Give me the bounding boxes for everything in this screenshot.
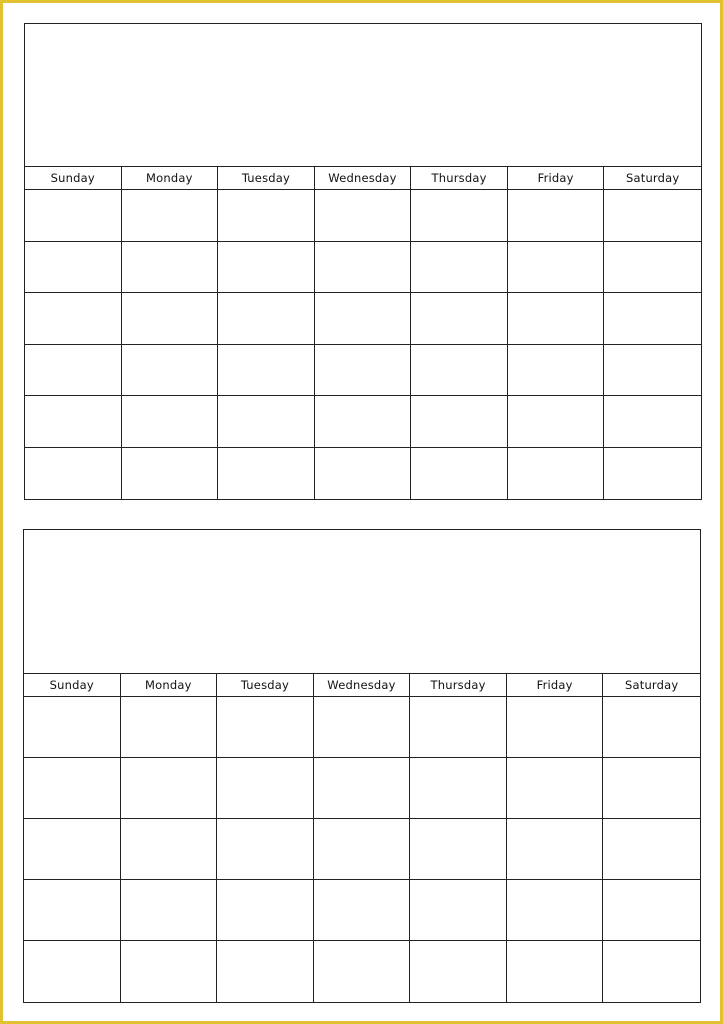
day-cell [217, 941, 314, 1002]
day-cell [507, 880, 604, 941]
day-cell [604, 293, 701, 345]
day-cell [25, 242, 122, 294]
weekday-thursday: Thursday [411, 167, 508, 189]
day-cell [121, 941, 218, 1002]
day-cell [604, 396, 701, 448]
weekday-tuesday: Tuesday [218, 167, 315, 189]
day-cell [410, 941, 507, 1002]
weekday-tuesday: Tuesday [217, 674, 314, 696]
day-cell [603, 758, 700, 819]
day-cell [25, 448, 122, 500]
day-cell [508, 448, 605, 500]
day-cell [217, 697, 314, 758]
weekday-monday: Monday [122, 167, 219, 189]
day-cell [315, 242, 412, 294]
day-cell [315, 190, 412, 242]
day-cell [604, 345, 701, 397]
day-cell [508, 190, 605, 242]
day-cell [508, 396, 605, 448]
day-cell [507, 758, 604, 819]
day-cell [507, 819, 604, 880]
day-cell [603, 880, 700, 941]
weekday-monday: Monday [121, 674, 218, 696]
day-cell [507, 941, 604, 1002]
day-cell [315, 345, 412, 397]
day-cell [218, 345, 315, 397]
day-cell [411, 396, 508, 448]
day-cell [25, 345, 122, 397]
day-cell [604, 242, 701, 294]
weekday-saturday: Saturday [625, 171, 680, 185]
day-cell [604, 448, 701, 500]
month-title-area-top [25, 24, 701, 167]
day-cell [314, 758, 411, 819]
day-cell [121, 758, 218, 819]
day-cell [314, 941, 411, 1002]
day-cell [24, 880, 121, 941]
weekday-thursday: Thursday [410, 674, 507, 696]
weekday-header-bottom [24, 674, 700, 697]
weekday-friday: Friday [507, 674, 604, 696]
day-cell [122, 448, 219, 500]
day-cell [508, 345, 605, 397]
day-cell [508, 242, 605, 294]
day-cell [315, 448, 412, 500]
weekday-sunday: Sunday [25, 167, 122, 189]
weekday-wednesday: Wednesday [315, 167, 412, 189]
calendar-top [24, 23, 702, 500]
day-cell [314, 880, 411, 941]
weekday-friday: Friday [508, 167, 605, 189]
day-cell [218, 448, 315, 500]
day-cell [411, 293, 508, 345]
day-cell [122, 345, 219, 397]
day-cell [411, 448, 508, 500]
day-cell [122, 293, 219, 345]
day-cell [410, 697, 507, 758]
day-cell [314, 819, 411, 880]
day-cell [25, 293, 122, 345]
day-cell [218, 190, 315, 242]
day-cell [121, 697, 218, 758]
day-cell [217, 880, 314, 941]
month-title-area-bottom [24, 530, 700, 674]
day-cell [24, 758, 121, 819]
day-cell [508, 293, 605, 345]
day-cell [24, 819, 121, 880]
day-cell [411, 345, 508, 397]
day-cell [603, 819, 700, 880]
day-cell [314, 697, 411, 758]
day-cell [24, 697, 121, 758]
calendar-bottom [23, 529, 701, 1003]
day-cell [410, 880, 507, 941]
day-cell [315, 293, 412, 345]
day-cell [122, 190, 219, 242]
day-cell [25, 190, 122, 242]
day-cell [25, 396, 122, 448]
day-cell [315, 396, 412, 448]
day-cell [411, 242, 508, 294]
weekday-sunday: Sunday [24, 674, 121, 696]
day-cell [217, 819, 314, 880]
weekday-wednesday: Wednesday [314, 674, 411, 696]
day-cell [122, 396, 219, 448]
day-grid-bottom [24, 697, 700, 1002]
day-cell [603, 941, 700, 1002]
day-cell [410, 758, 507, 819]
weekday-header-top [25, 167, 701, 190]
day-cell [121, 819, 218, 880]
day-grid-top [25, 190, 701, 499]
day-cell [410, 819, 507, 880]
day-cell [122, 242, 219, 294]
day-cell [218, 242, 315, 294]
day-cell [217, 758, 314, 819]
day-cell [507, 697, 604, 758]
day-cell [24, 941, 121, 1002]
weekday-saturday: Saturday [624, 678, 679, 692]
day-cell [121, 880, 218, 941]
day-cell [218, 293, 315, 345]
day-cell [411, 190, 508, 242]
day-cell [603, 697, 700, 758]
day-cell [604, 190, 701, 242]
day-cell [218, 396, 315, 448]
